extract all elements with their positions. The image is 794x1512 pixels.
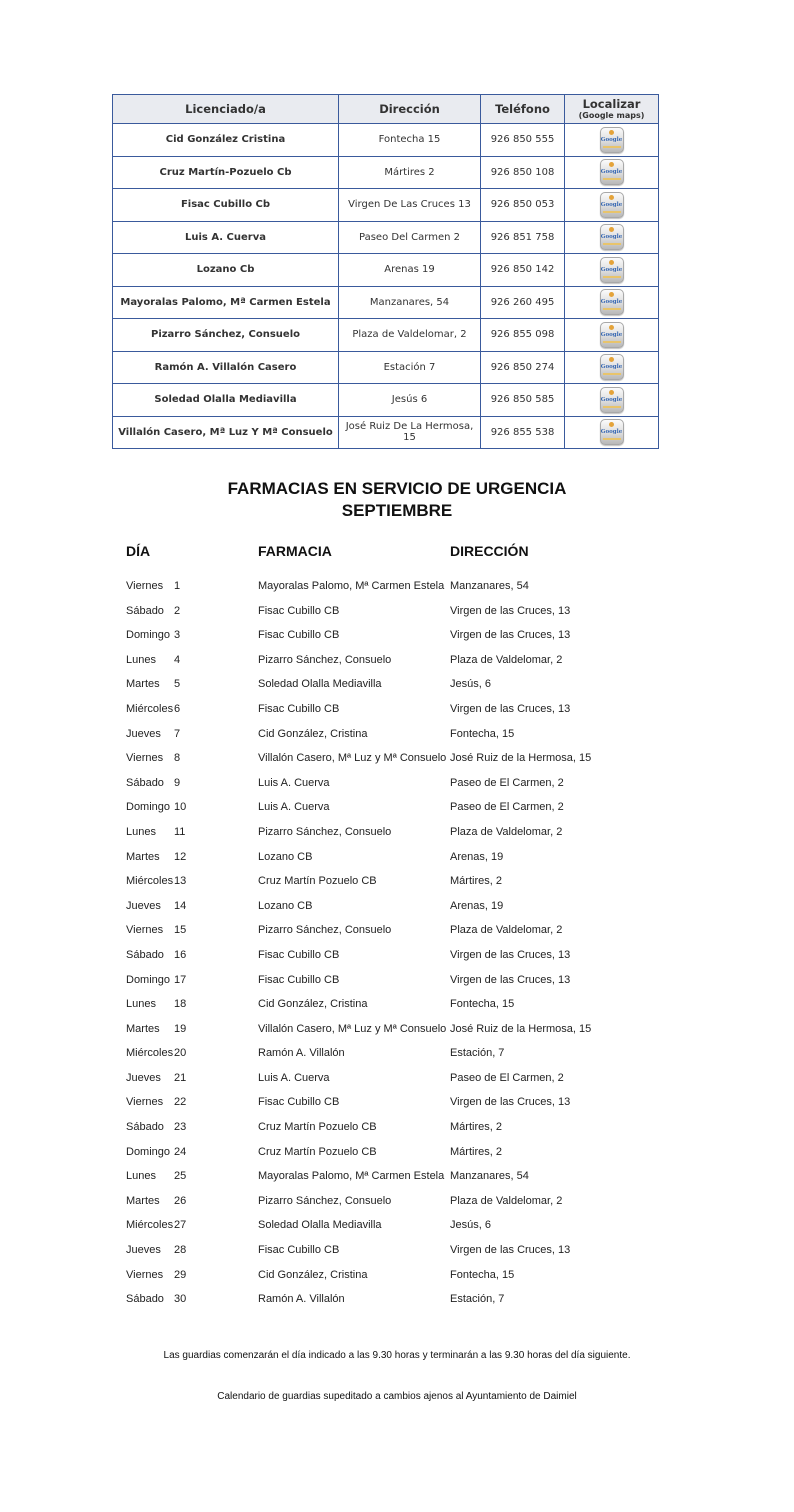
table-row	[113, 416, 659, 449]
schedule-weekday: Martes	[126, 1022, 160, 1035]
map-pin-icon	[609, 325, 614, 330]
schedule-row	[126, 820, 686, 845]
header-locate-sublabel: (Google maps)	[578, 111, 645, 120]
pharmacy-name: Pizarro Sánchez, Consuelo	[113, 319, 339, 352]
schedule-pharmacy: Cruz Martín Pozuelo CB	[258, 875, 377, 888]
schedule-weekday: Sábado	[126, 1293, 164, 1306]
schedule-weekday: Jueves	[126, 1244, 161, 1257]
pharmacy-phone: 926 850 555	[481, 124, 565, 157]
schedule-row	[126, 1140, 686, 1165]
google-maps-icon[interactable]	[600, 354, 624, 380]
google-maps-icon[interactable]	[600, 127, 624, 153]
map-road-icon	[603, 341, 621, 343]
schedule-row	[126, 1066, 686, 1091]
schedule-address: Virgen de las Cruces, 13	[450, 629, 571, 642]
schedule-weekday: Viernes	[126, 1096, 164, 1109]
schedule-pharmacy: Ramón A. Villalón	[258, 1293, 345, 1306]
schedule-day-number: 26	[174, 1194, 187, 1207]
schedule-address: Arenas, 19	[450, 899, 504, 912]
google-icon-label: Google	[600, 396, 623, 403]
pharmacy-address: Virgen De Las Cruces 13	[339, 189, 481, 222]
schedule-weekday: Domingo	[126, 629, 171, 642]
schedule-row	[126, 1213, 686, 1238]
schedule-row	[126, 943, 686, 968]
schedule-address: Virgen de las Cruces, 13	[450, 1096, 571, 1109]
locate-cell	[565, 416, 659, 449]
schedule-pharmacy: Villalón Casero, Mª Luz y Mª Consuelo	[258, 1022, 447, 1035]
schedule-day-number: 7	[174, 727, 181, 740]
pharmacy-address: Arenas 19	[339, 254, 481, 287]
schedule-weekday: Miércoles	[126, 1219, 174, 1232]
schedule-weekday: Viernes	[126, 1268, 164, 1281]
pharmacy-address: Estación 7	[339, 351, 481, 384]
schedule-row	[126, 1164, 686, 1189]
google-maps-icon[interactable]	[600, 322, 624, 348]
schedule-weekday: Lunes	[126, 1170, 156, 1183]
pharmacy-address: Manzanares, 54	[339, 286, 481, 319]
map-pin-icon	[609, 162, 614, 167]
schedule-weekday: Domingo	[126, 801, 171, 814]
schedule-row	[126, 746, 686, 771]
pharmacy-address: José Ruiz De La Hermosa, 15	[339, 416, 481, 449]
schedule-header-day: DÍA	[126, 543, 151, 559]
schedule-day-number: 17	[174, 973, 187, 986]
pharmacy-phone: 926 851 758	[481, 221, 565, 254]
schedule-row	[126, 623, 686, 648]
schedule-header-address: DIRECCIÓN	[450, 543, 529, 559]
map-road-icon	[603, 276, 621, 278]
schedule-pharmacy: Mayoralas Palomo, Mª Carmen Estela	[258, 580, 445, 592]
google-icon-label: Google	[600, 331, 623, 338]
schedule-row	[126, 722, 686, 747]
schedule-day-number: 18	[174, 998, 187, 1011]
table-row	[113, 156, 659, 189]
hours-note: Las guardias comenzarán el día indicado a las 9.30 horas y terminarán a las 9.30 horas del día siguiente.	[163, 1350, 631, 1361]
schedule-row	[126, 795, 686, 820]
schedule-address: Plaza de Valdelomar, 2	[450, 653, 563, 666]
schedule-pharmacy: Luis A. Cuerva	[258, 1071, 330, 1084]
schedule-row	[126, 1263, 686, 1288]
table-row	[113, 384, 659, 417]
schedule-weekday: Lunes	[126, 825, 156, 838]
schedule-pharmacy: Soledad Olalla Mediavilla	[258, 678, 382, 691]
schedule-address: Manzanares, 54	[450, 580, 529, 592]
pharmacy-name: Lozano Cb	[113, 254, 339, 287]
schedule-address: José Ruiz de la Hermosa, 15	[450, 752, 592, 765]
schedule-day-number: 21	[174, 1071, 187, 1084]
pharmacy-name: Fisac Cubillo Cb	[113, 189, 339, 222]
pharmacy-table	[112, 94, 659, 449]
table-header-row	[113, 95, 659, 124]
table-row	[113, 124, 659, 157]
schedule-pharmacy: Cruz Martín Pozuelo CB	[258, 1145, 377, 1158]
map-road-icon	[603, 406, 621, 408]
schedule-address: Virgen de las Cruces, 13	[450, 702, 571, 715]
schedule-list	[126, 574, 686, 1312]
schedule-row	[126, 672, 686, 697]
schedule-row	[126, 1189, 686, 1214]
schedule-pharmacy: Fisac Cubillo CB	[258, 604, 340, 617]
locate-cell	[565, 124, 659, 157]
google-maps-icon[interactable]	[600, 159, 624, 185]
table-row	[113, 286, 659, 319]
schedule-address: Plaza de Valdelomar, 2	[450, 825, 563, 838]
schedule-pharmacy: Lozano CB	[258, 899, 313, 912]
schedule-row	[126, 1287, 686, 1312]
schedule-pharmacy: Pizarro Sánchez, Consuelo	[258, 825, 392, 838]
pharmacy-name: Cid González Cristina	[113, 124, 339, 157]
map-pin-icon	[609, 357, 614, 362]
schedule-address: Virgen de las Cruces, 13	[450, 604, 571, 617]
schedule-pharmacy: Fisac Cubillo CB	[258, 629, 340, 642]
map-pin-icon	[609, 195, 614, 200]
pharmacy-phone: 926 850 053	[481, 189, 565, 222]
pharmacy-address: Paseo Del Carmen 2	[339, 221, 481, 254]
schedule-address: Virgen de las Cruces, 13	[450, 948, 571, 961]
schedule-pharmacy: Fisac Cubillo CB	[258, 1244, 340, 1257]
schedule-address: Mártires, 2	[450, 1145, 502, 1158]
google-maps-icon[interactable]	[600, 289, 624, 315]
schedule-weekday: Miércoles	[126, 1047, 174, 1060]
schedule-day-number: 28	[174, 1244, 187, 1257]
schedule-pharmacy: Fisac Cubillo CB	[258, 1096, 340, 1109]
google-icon-label: Google	[600, 201, 623, 208]
schedule-address: Jesús, 6	[450, 1219, 491, 1232]
schedule-day-number: 1	[174, 580, 181, 592]
schedule-weekday: Jueves	[126, 1071, 161, 1084]
schedule-title-month: SEPTIEMBRE	[341, 501, 453, 520]
schedule-weekday: Sábado	[126, 1121, 164, 1134]
google-maps-icon[interactable]	[600, 387, 624, 413]
google-icon-label: Google	[600, 169, 623, 176]
map-pin-icon	[609, 260, 614, 265]
schedule-day-number: 15	[174, 924, 187, 937]
schedule-weekday: Viernes	[126, 580, 164, 592]
locate-cell	[565, 286, 659, 319]
map-pin-icon	[609, 130, 614, 135]
schedule-pharmacy: Soledad Olalla Mediavilla	[258, 1219, 382, 1232]
schedule-day-number: 13	[174, 875, 187, 888]
schedule-pharmacy: Luis A. Cuerva	[258, 776, 330, 789]
schedule-weekday: Miércoles	[126, 702, 174, 715]
header-licensee: Licenciado/a	[113, 95, 339, 124]
map-road-icon	[603, 243, 621, 245]
header-address: Dirección	[339, 95, 481, 124]
google-icon-label: Google	[600, 234, 623, 241]
schedule-day-number: 6	[174, 702, 181, 715]
schedule-row	[126, 574, 686, 599]
schedule-row	[126, 1090, 686, 1115]
schedule-weekday: Lunes	[126, 653, 156, 666]
schedule-pharmacy: Lozano CB	[258, 850, 313, 863]
table-row	[113, 221, 659, 254]
pharmacy-phone: 926 260 495	[481, 286, 565, 319]
pharmacy-address: Mártires 2	[339, 156, 481, 189]
schedule-day-number: 14	[174, 899, 187, 912]
schedule-day-number: 22	[174, 1096, 187, 1109]
schedule-pharmacy: Fisac Cubillo CB	[258, 702, 340, 715]
pharmacy-phone: 926 850 108	[481, 156, 565, 189]
schedule-row	[126, 599, 686, 624]
locate-cell	[565, 221, 659, 254]
map-pin-icon	[609, 422, 614, 427]
schedule-weekday: Jueves	[126, 727, 161, 740]
schedule-address: Paseo de El Carmen, 2	[450, 776, 564, 789]
schedule-row	[126, 771, 686, 796]
map-pin-icon	[609, 390, 614, 395]
schedule-weekday: Sábado	[126, 948, 164, 961]
schedule-day-number: 19	[174, 1022, 187, 1035]
locate-cell	[565, 351, 659, 384]
google-maps-icon[interactable]	[600, 192, 624, 218]
pharmacy-phone: 926 850 142	[481, 254, 565, 287]
pharmacy-address: Plaza de Valdelomar, 2	[339, 319, 481, 352]
schedule-address: Estación, 7	[450, 1293, 505, 1306]
pharmacy-name: Cruz Martín-Pozuelo Cb	[113, 156, 339, 189]
pharmacy-address: Jesús 6	[339, 384, 481, 417]
schedule-row	[126, 894, 686, 919]
schedule-pharmacy: Cid González, Cristina	[258, 1268, 368, 1281]
schedule-weekday: Sábado	[126, 776, 164, 789]
schedule-day-number: 8	[174, 752, 181, 765]
schedule-day-number: 30	[174, 1293, 187, 1306]
schedule-weekday: Martes	[126, 850, 160, 863]
schedule-weekday: Miércoles	[126, 875, 174, 888]
table-row	[113, 254, 659, 287]
schedule-address: Fontecha, 15	[450, 1268, 515, 1281]
schedule-day-number: 4	[174, 653, 181, 666]
google-maps-icon[interactable]	[600, 224, 624, 250]
map-road-icon	[603, 308, 621, 310]
schedule-day-number: 9	[174, 776, 181, 789]
schedule-row	[126, 869, 686, 894]
schedule-pharmacy: Pizarro Sánchez, Consuelo	[258, 924, 392, 937]
schedule-row	[126, 1017, 686, 1042]
schedule-day-number: 2	[174, 604, 181, 617]
table-row	[113, 351, 659, 384]
pharmacy-table-body	[113, 124, 659, 449]
pharmacy-phone: 926 855 098	[481, 319, 565, 352]
schedule-weekday: Domingo	[126, 973, 171, 986]
schedule-day-number: 10	[174, 801, 187, 814]
schedule-day-number: 23	[174, 1121, 187, 1134]
schedule-pharmacy: Villalón Casero, Mª Luz y Mª Consuelo	[258, 752, 447, 765]
schedule-weekday: Martes	[126, 1194, 160, 1207]
schedule-day-number: 20	[174, 1047, 187, 1060]
header-phone: Teléfono	[481, 95, 565, 124]
disclaimer-note: Calendario de guardias supeditado a cambios ajenos al Ayuntamiento de Daimiel	[217, 1391, 577, 1402]
google-icon-label: Google	[600, 136, 623, 143]
schedule-weekday: Martes	[126, 678, 160, 691]
header-locate	[565, 95, 659, 124]
schedule-address: Fontecha, 15	[450, 727, 515, 740]
schedule-address: Paseo de El Carmen, 2	[450, 801, 564, 814]
google-icon-label: Google	[600, 364, 623, 371]
schedule-row	[126, 918, 686, 943]
schedule-address: José Ruiz de la Hermosa, 15	[450, 1022, 592, 1035]
schedule-pharmacy: Ramón A. Villalón	[258, 1047, 345, 1060]
schedule-pharmacy: Cid González, Cristina	[258, 998, 368, 1011]
schedule-day-number: 16	[174, 948, 187, 961]
schedule-pharmacy: Luis A. Cuerva	[258, 801, 330, 814]
google-icon-label: Google	[600, 266, 623, 273]
schedule-pharmacy: Fisac Cubillo CB	[258, 973, 340, 986]
map-road-icon	[603, 146, 621, 148]
schedule-pharmacy: Cruz Martín Pozuelo CB	[258, 1121, 377, 1134]
pharmacy-phone: 926 850 585	[481, 384, 565, 417]
schedule-address: Plaza de Valdelomar, 2	[450, 1194, 563, 1207]
schedule-row	[126, 968, 686, 993]
schedule-row	[126, 697, 686, 722]
schedule-address: Estación, 7	[450, 1047, 505, 1060]
schedule-day-number: 24	[174, 1145, 187, 1158]
schedule-weekday: Jueves	[126, 899, 161, 912]
schedule-weekday: Domingo	[126, 1145, 171, 1158]
schedule-header-pharmacy: FARMACIA	[258, 543, 332, 559]
pharmacy-phone: 926 855 538	[481, 416, 565, 449]
pharmacy-name: Villalón Casero, Mª Luz Y Mª Consuelo	[113, 416, 339, 449]
table-row	[113, 319, 659, 352]
pharmacy-phone: 926 850 274	[481, 351, 565, 384]
schedule-row	[126, 1115, 686, 1140]
schedule-address: Mártires, 2	[450, 1121, 502, 1134]
locate-cell	[565, 254, 659, 287]
schedule-day-number: 3	[174, 629, 181, 642]
schedule-day-number: 11	[174, 825, 186, 838]
schedule-weekday: Viernes	[126, 752, 164, 765]
map-road-icon	[603, 211, 621, 213]
map-road-icon	[603, 178, 621, 180]
schedule-address: Manzanares, 54	[450, 1170, 529, 1183]
schedule-weekday: Lunes	[126, 998, 156, 1011]
table-row	[113, 189, 659, 222]
map-pin-icon	[609, 227, 614, 232]
schedule-pharmacy: Pizarro Sánchez, Consuelo	[258, 1194, 392, 1207]
schedule-pharmacy: Fisac Cubillo CB	[258, 948, 340, 961]
schedule-title-line1: FARMACIAS EN SERVICIO DE URGENCIA	[227, 479, 567, 498]
schedule-day-number: 25	[174, 1170, 187, 1183]
schedule-address: Virgen de las Cruces, 13	[450, 1244, 571, 1257]
header-locate-label: Localizar	[582, 97, 641, 111]
schedule-row	[126, 1238, 686, 1263]
schedule-row	[126, 845, 686, 870]
schedule-address: Paseo de El Carmen, 2	[450, 1071, 564, 1084]
schedule-pharmacy: Cid González, Cristina	[258, 727, 368, 740]
pharmacy-name: Mayoralas Palomo, Mª Carmen Estela	[113, 286, 339, 319]
schedule-weekday: Viernes	[126, 924, 164, 937]
schedule-address: Arenas, 19	[450, 850, 504, 863]
schedule-pharmacy: Pizarro Sánchez, Consuelo	[258, 653, 392, 666]
pharmacy-name: Soledad Olalla Mediavilla	[113, 384, 339, 417]
schedule-address: Plaza de Valdelomar, 2	[450, 924, 563, 937]
schedule-day-number: 12	[174, 850, 187, 863]
locate-cell	[565, 189, 659, 222]
schedule-address: Jesús, 6	[450, 678, 491, 691]
map-road-icon	[603, 373, 621, 375]
schedule-day-number: 27	[174, 1219, 187, 1232]
schedule-row	[126, 648, 686, 673]
schedule-weekday: Sábado	[126, 604, 164, 617]
schedule-address: Fontecha, 15	[450, 998, 515, 1011]
schedule-day-number: 29	[174, 1268, 187, 1281]
map-pin-icon	[609, 292, 614, 297]
locate-cell	[565, 156, 659, 189]
pharmacy-name: Luis A. Cuerva	[113, 221, 339, 254]
schedule-title	[0, 478, 794, 522]
schedule-row	[126, 1041, 686, 1066]
pharmacy-address: Fontecha 15	[339, 124, 481, 157]
schedule-pharmacy: Mayoralas Palomo, Mª Carmen Estela	[258, 1170, 445, 1183]
schedule-address: Virgen de las Cruces, 13	[450, 973, 571, 986]
schedule-day-number: 5	[174, 678, 181, 691]
pharmacy-name: Ramón A. Villalón Casero	[113, 351, 339, 384]
map-road-icon	[603, 438, 621, 440]
locate-cell	[565, 384, 659, 417]
schedule-row	[126, 992, 686, 1017]
google-maps-icon[interactable]	[600, 419, 624, 445]
locate-cell	[565, 319, 659, 352]
schedule-address: Mártires, 2	[450, 875, 502, 888]
google-maps-icon[interactable]	[600, 257, 624, 283]
google-icon-label: Google	[600, 299, 623, 306]
google-icon-label: Google	[600, 429, 623, 436]
